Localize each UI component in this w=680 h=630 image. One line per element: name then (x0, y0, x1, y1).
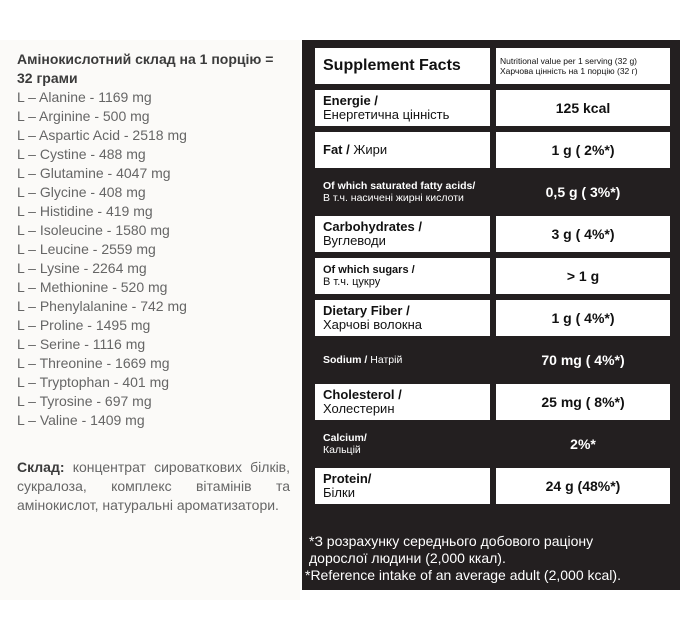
amino-list-item: L – Proline - 1495 mg (17, 317, 151, 333)
amino-list-item: L – Lysine - 2264 mg (17, 260, 147, 276)
nutrient-name-cell (315, 216, 490, 252)
amino-list-item: L – Valine - 1409 mg (17, 412, 145, 428)
nutrient-value: 1 g ( 2%*) (496, 132, 670, 168)
facts-row (315, 258, 670, 294)
nutrient-name-en: Sodium / (323, 354, 368, 366)
nutrient-value: 70 mg ( 4%*) (496, 342, 670, 378)
amino-list-item: L – Phenylalanine - 742 mg (17, 298, 187, 314)
nutrient-value: 1 g ( 4%*) (496, 300, 670, 336)
facts-row (315, 132, 670, 168)
nutrient-name-ua: Енергетична цінність (323, 107, 450, 122)
nutrient-value: 125 kcal (496, 90, 670, 126)
facts-row (315, 300, 670, 336)
nutrient-value: > 1 g (496, 258, 670, 294)
nutrient-name-en: Of which sugars / (323, 264, 415, 276)
nutrient-name-cell (315, 258, 490, 294)
amino-list-item: L – Alanine - 1169 mg (17, 89, 152, 105)
nutrient-name-ua: Жири (353, 142, 388, 157)
amino-list-item: L – Serine - 1116 mg (17, 336, 146, 352)
nutrient-value: 2%* (496, 426, 670, 462)
nutrient-name-line (323, 354, 482, 366)
nutrient-name-en: Of which saturated fatty acids/ (323, 180, 476, 192)
composition-label: Склад: (17, 459, 65, 475)
nutrient-name-line (323, 143, 482, 157)
amino-list-item: L – Isoleucine - 1580 mg (17, 222, 170, 238)
nutrient-name-ua: Холестерин (323, 401, 395, 416)
nutrient-name-cell (315, 300, 490, 336)
facts-row (315, 174, 670, 210)
amino-list-item: L – Methionine - 520 mg (17, 279, 168, 295)
nutrient-name-ua: Харчові волокна (323, 317, 423, 332)
facts-row (315, 342, 670, 378)
facts-header-title-cell (315, 48, 490, 84)
facts-header-note-cell (496, 48, 670, 84)
facts-row (315, 468, 670, 504)
nutrient-name-cell (315, 90, 490, 126)
footnotes (305, 533, 675, 584)
nutrient-name-cell (315, 468, 490, 504)
amino-list-item: L – Threonine - 1669 mg (17, 355, 170, 371)
nutrient-value: 24 g (48%*) (496, 468, 670, 504)
supplement-facts-table (315, 48, 670, 504)
nutrient-name-ua: Вуглеводи (323, 233, 386, 248)
amino-list-item: L – Leucine - 2559 mg (17, 241, 156, 257)
nutrient-name-en: Carbohydrates / (323, 219, 422, 234)
nutrient-name-cell (315, 426, 490, 462)
facts-rows (315, 90, 670, 504)
nutrient-name-en: Calcium/ (323, 432, 367, 444)
amino-title: Амінокислотний склад на 1 порцію = 32 грами (17, 51, 274, 86)
nutrient-name-cell (315, 342, 490, 378)
facts-header (315, 48, 670, 84)
composition-body: концентрат сироваткових білків, сукралоза, комплекс вітамінів та амінокислот, натуральні ароматизатори. (17, 459, 291, 513)
nutrient-value: 3 g ( 4%*) (496, 216, 670, 252)
amino-list-item: L – Histidine - 419 mg (17, 203, 153, 219)
nutrient-name-en: Dietary Fiber / (323, 303, 410, 318)
composition-text (17, 458, 290, 515)
amino-list (17, 88, 187, 430)
footnote-ua: *З розрахунку середнього добового раціону дорослої людини (2,000 ккал). (309, 533, 594, 566)
facts-row (315, 216, 670, 252)
amino-list-item: L – Aspartic Acid - 2518 mg (17, 127, 187, 143)
nutrient-name-ua: Натрій (370, 354, 403, 366)
amino-list-item: L – Tyrosine - 697 mg (17, 393, 152, 409)
nutrient-name-ua: В т.ч. цукру (323, 276, 381, 288)
facts-row (315, 90, 670, 126)
nutrient-name-en: Cholesterol / (323, 387, 402, 402)
nutrient-name-en: Fat / (323, 142, 350, 157)
nutrient-name-en: Energie / (323, 93, 378, 108)
amino-list-item: L – Glutamine - 4047 mg (17, 165, 171, 181)
amino-list-item: L – Glycine - 408 mg (17, 184, 146, 200)
nutrient-name-cell (315, 384, 490, 420)
facts-row (315, 426, 670, 462)
nutrient-name-ua: Білки (323, 485, 355, 500)
nutrient-name-cell (315, 174, 490, 210)
facts-row (315, 384, 670, 420)
nutrient-value: 25 mg ( 8%*) (496, 384, 670, 420)
amino-list-item: L – Arginine - 500 mg (17, 108, 150, 124)
nutrient-name-en: Protein/ (323, 471, 372, 486)
amino-list-item: L – Cystine - 488 mg (17, 146, 146, 162)
footnote-en: *Reference intake of an average adult (2,000 kcal). (305, 567, 621, 583)
serving-note-en: Nutritional value per 1 serving (32 g) (500, 56, 638, 66)
facts-title: Supplement Facts (323, 57, 461, 74)
nutrient-name-cell (315, 132, 490, 168)
nutrient-name-ua: Кальцій (323, 444, 361, 456)
serving-note-ua: Харчова цінність на 1 порцію (32 г) (500, 66, 638, 76)
amino-list-item: L – Tryptophan - 401 mg (17, 374, 170, 390)
nutrient-value: 0,5 g ( 3%*) (496, 174, 670, 210)
nutrient-name-ua: В т.ч. насичені жирні кислоти (323, 192, 464, 204)
